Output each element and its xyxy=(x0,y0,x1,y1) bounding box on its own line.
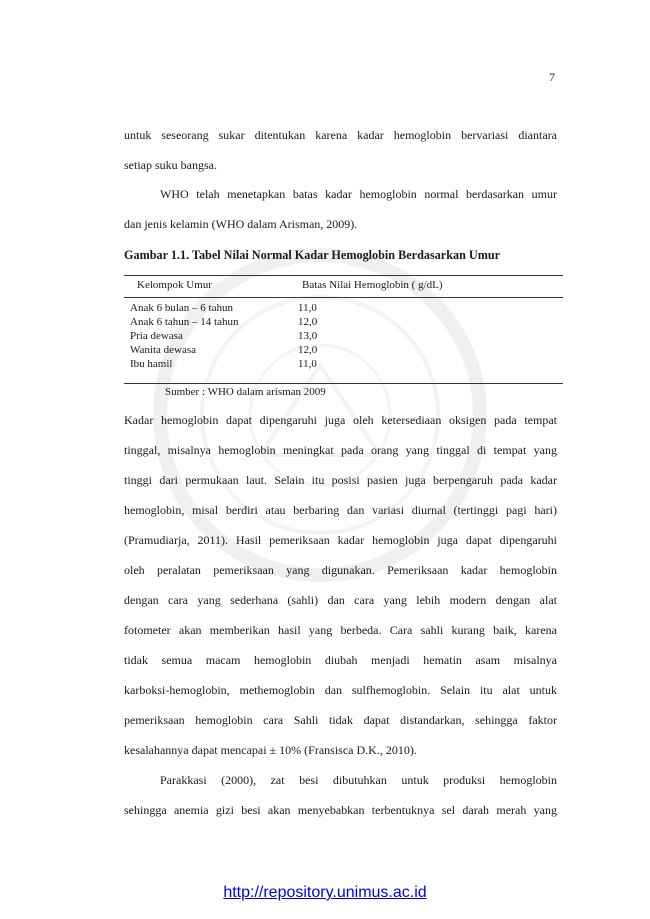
page-number: 7 xyxy=(549,70,555,84)
table-top-rule xyxy=(124,275,563,276)
table-cell-value: 12,0 xyxy=(298,316,318,328)
body-line: oleh peralatan pemeriksaan yang digunakan. Pemeriksaan kadar hemoglobin xyxy=(124,563,557,577)
table-cell-group: Wanita dewasa xyxy=(130,344,196,356)
body-line: karboksi-hemoglobin, methemoglobin dan sulfhemoglobin. Selain itu alat untuk xyxy=(124,683,557,697)
body-line: fotometer akan memberikan hasil yang berbeda. Cara sahli kurang baik, karena xyxy=(124,623,557,637)
table-header-age-group: Kelompok Umur xyxy=(137,279,212,291)
body-line: tinggi dari permukaan laut. Selain itu posisi pasien juga berpengaruh pada kadar xyxy=(124,473,557,487)
table-source: Sumber : WHO dalam arisman 2009 xyxy=(165,386,326,398)
body-line: setiap suku bangsa. xyxy=(124,158,217,172)
table-cell-value: 11,0 xyxy=(298,358,317,370)
body-line: kesalahannya dapat mencapai ± 10% (Fransisca D.K., 2010). xyxy=(124,743,417,757)
table-header-hb-limit: Batas Nilai Hemoglobin ( g/dL) xyxy=(302,279,443,291)
body-line: pemeriksaan hemoglobin cara Sahli tidak dapat distandarkan, sehingga faktor xyxy=(124,713,557,727)
table-cell-group: Anak 6 tahun – 14 tahun xyxy=(130,316,239,328)
body-line: dengan cara yang sederhana (sahli) dan cara yang lebih modern dengan alat xyxy=(124,593,557,607)
body-line: hemoglobin, misal berdiri atau berbaring dan variasi diurnal (tertinggi pagi hari) xyxy=(124,503,557,517)
body-line: (Pramudiarja, 2011). Hasil pemeriksaan kadar hemoglobin juga dapat dipengaruhi xyxy=(124,533,557,547)
body-line: Parakkasi (2000), zat besi dibutuhkan untuk produksi hemoglobin xyxy=(160,773,557,787)
table-cell-group: Pria dewasa xyxy=(130,330,183,342)
table-cell-group: Anak 6 bulan – 6 tahun xyxy=(130,302,233,314)
table-bottom-rule xyxy=(124,383,563,384)
table-cell-value: 13,0 xyxy=(298,330,318,342)
body-line: Kadar hemoglobin dapat dipengaruhi juga oleh ketersediaan oksigen pada tempat xyxy=(124,413,557,427)
table-cell-value: 12,0 xyxy=(298,344,318,356)
table-cell-group: Ibu hamil xyxy=(130,358,173,370)
body-line: tinggal, misalnya hemoglobin meningkat pada orang yang tinggal di tempat yang xyxy=(124,443,557,457)
figure-caption: Gambar 1.1. Tabel Nilai Normal Kadar Hemoglobin Berdasarkan Umur xyxy=(124,248,501,262)
table-cell-value: 11,0 xyxy=(298,302,317,314)
body-line: untuk seseorang sukar ditentukan karena kadar hemoglobin bervariasi diantara xyxy=(124,128,557,142)
repository-link[interactable]: http://repository.unimus.ac.id xyxy=(223,884,427,901)
body-line: sehingga anemia gizi besi akan menyebabkan terbentuknya sel darah merah yang xyxy=(124,803,557,817)
body-line: WHO telah menetapkan batas kadar hemoglobin normal berdasarkan umur xyxy=(160,187,557,201)
body-line: dan jenis kelamin (WHO dalam Arisman, 2009). xyxy=(124,217,358,231)
table-header-rule xyxy=(124,297,563,298)
body-line: tidak semua macam hemoglobin diubah menjadi hematin asam misalnya xyxy=(124,653,557,667)
